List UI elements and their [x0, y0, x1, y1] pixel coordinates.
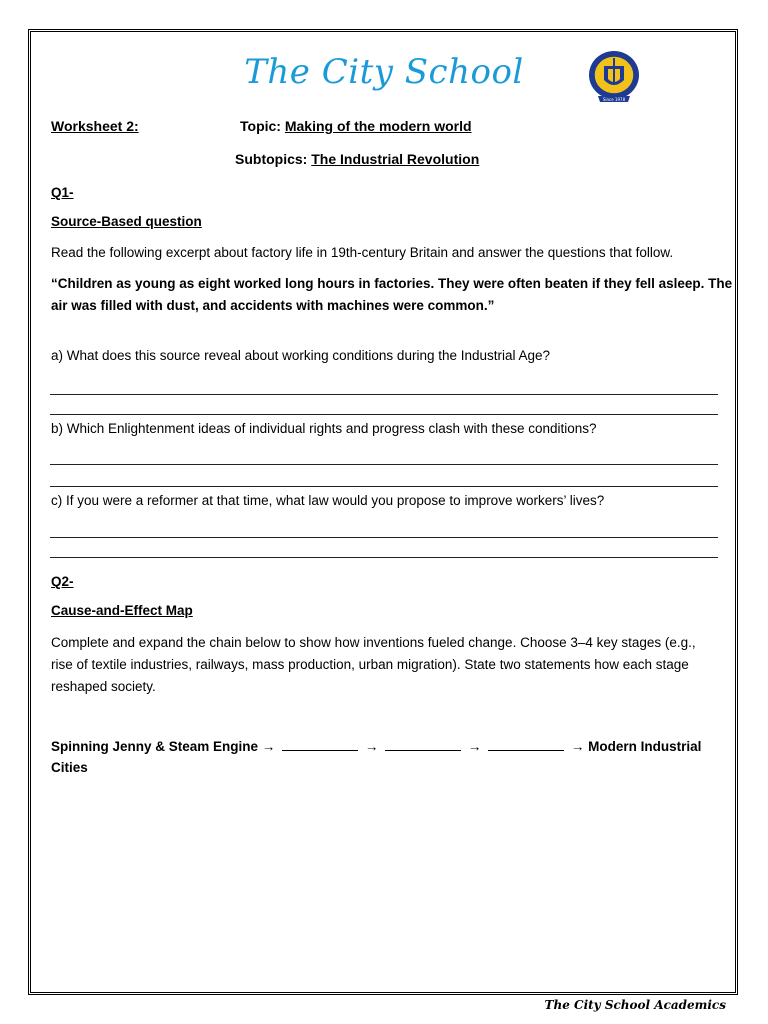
crest-motto: Since 1978 — [602, 97, 626, 102]
subtopic-prefix: Subtopics: — [235, 151, 308, 167]
answer-line[interactable] — [50, 394, 718, 395]
question-a: a) What does this source reveal about working conditions during the Industrial Age? — [51, 348, 551, 363]
topic-value: Making of the modern world — [284, 118, 472, 134]
q1-instruction: Read the following excerpt about factory life in 19th-century Britain and answer the questions that follow. — [51, 245, 674, 260]
arrow-icon: → — [570, 739, 585, 754]
arrow-icon: → — [261, 739, 276, 754]
arrow-icon: → — [467, 739, 482, 754]
worksheet-label: Worksheet 2: — [51, 118, 139, 134]
q1-heading: Source-Based question — [51, 214, 202, 229]
footer-text: The City School Academics — [544, 998, 726, 1012]
chain-blank[interactable] — [282, 738, 358, 751]
topic-line — [240, 118, 472, 134]
answer-line[interactable] — [50, 486, 718, 487]
q2-instruction-2: rise of textile industries, railways, mass production, urban migration). State two statements how each stage — [51, 657, 689, 672]
question-b: b) Which Enlightenment ideas of individual rights and progress clash with these conditions? — [51, 421, 597, 436]
q2-label: Q2- — [51, 574, 74, 589]
chain-blank[interactable] — [385, 738, 461, 751]
q1-label: Q1- — [51, 185, 74, 200]
question-c: c) If you were a reformer at that time, what law would you propose to improve workers’ lives? — [51, 493, 605, 508]
cause-effect-chain — [51, 736, 701, 757]
q2-instruction-3: reshaped society. — [51, 679, 156, 694]
topic-prefix: Topic: — [240, 118, 281, 134]
quote-line-2: air was filled with dust, and accidents with machines were common.” — [51, 298, 495, 313]
page-border — [30, 31, 736, 993]
chain-end: Modern Industrial — [588, 739, 702, 754]
chain-end-line-2: Cities — [51, 760, 88, 775]
answer-line[interactable] — [50, 464, 718, 465]
quote-line-1: “Children as young as eight worked long hours in factories. They were often beaten if they fell asleep. The — [51, 276, 733, 291]
q2-instruction-1: Complete and expand the chain below to show how inventions fueled change. Choose 3–4 key stages (e.g., — [51, 635, 696, 650]
answer-line[interactable] — [50, 537, 718, 538]
school-title: The City School — [244, 52, 524, 92]
q2-heading: Cause-and-Effect Map — [51, 603, 193, 618]
chain-blank[interactable] — [488, 738, 564, 751]
arrow-icon: → — [364, 739, 379, 754]
school-crest-icon — [586, 48, 642, 108]
answer-line[interactable] — [50, 557, 718, 558]
subtopic-value: The Industrial Revolution — [311, 151, 480, 167]
answer-line[interactable] — [50, 414, 718, 415]
chain-start: Spinning Jenny & Steam Engine — [51, 739, 259, 754]
subtopic-line — [235, 151, 479, 167]
